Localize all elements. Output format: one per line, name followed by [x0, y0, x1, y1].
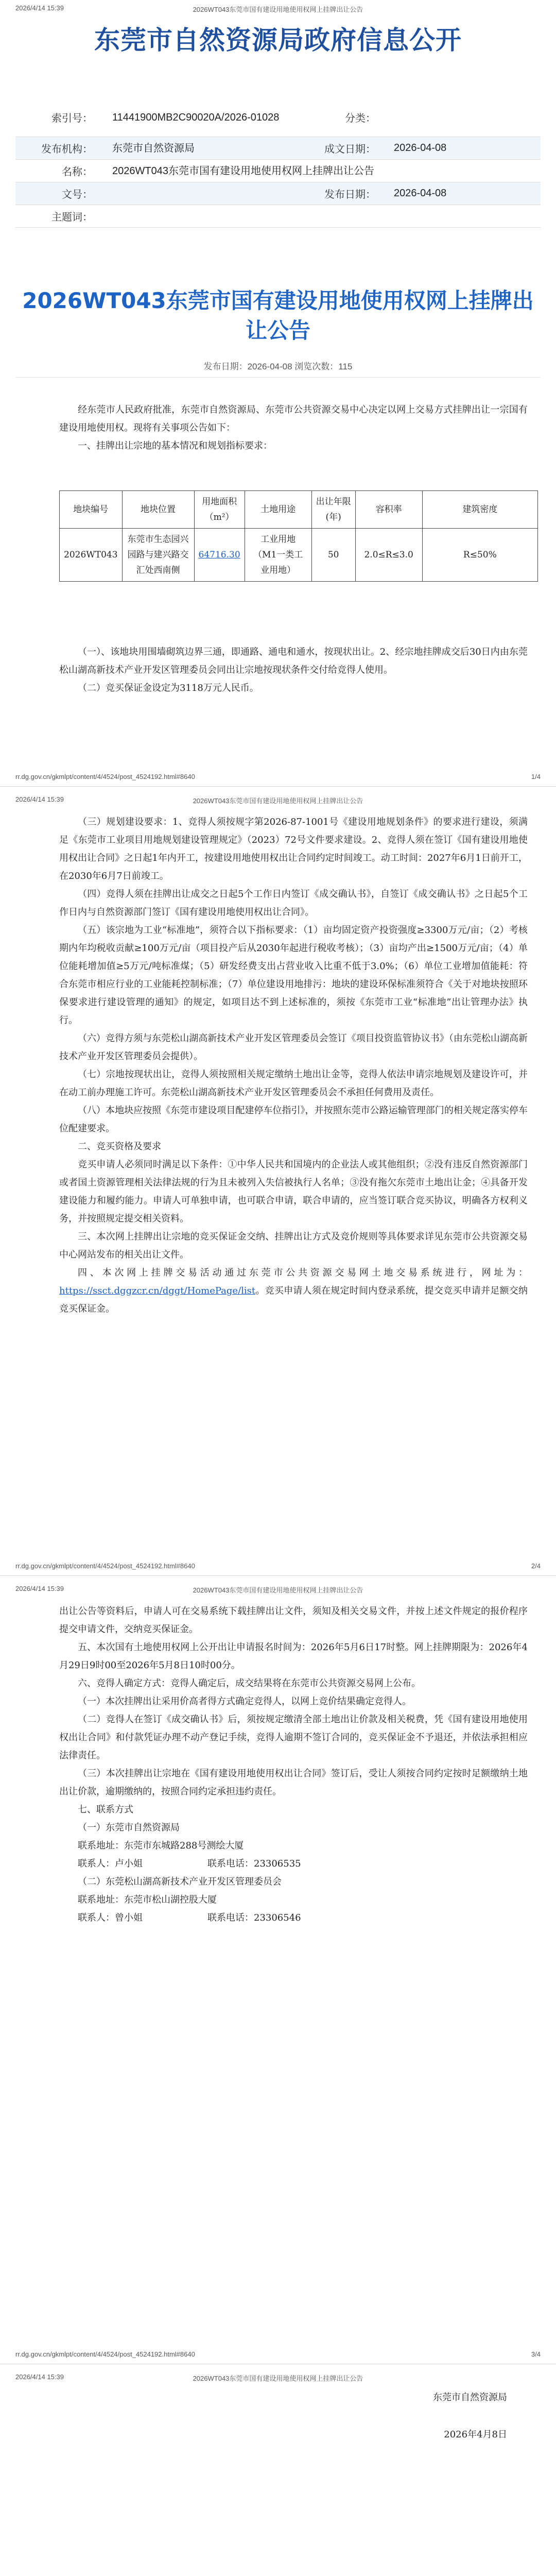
print-url: rr.dg.gov.cn/gkmlpt/content/4/4524/post_4524192.html#8640: [15, 773, 195, 781]
created-date-value: 2026-04-08: [394, 142, 447, 154]
site-title: 东莞市自然资源局政府信息公开: [94, 25, 462, 55]
paragraph: （八）本地块应按照《东莞市建设项目配建停车位指引》，并按照东莞市公路运输管理部门的相关规定落实停车位配建要求。: [59, 1105, 528, 1134]
print-footer: [0, 770, 556, 783]
paragraph: （四）竞得人须在挂牌出让成交之日起5个工作日内签订《成交确认书》，自签订《成交确认书》之日起5个工作日内与自然资源部门签订《国有建设用地使用权出让合同》。: [59, 889, 528, 918]
name-value: 2026WT043东莞市国有建设用地使用权网上挂牌出让公告: [112, 165, 374, 177]
print-url: rr.dg.gov.cn/gkmlpt/content/4/4524/post_4524192.html#8640: [15, 2350, 195, 2358]
intro-paragraph: 经东莞市人民政府批准，东莞市自然资源局、东莞市公共资源交易中心决定以网上交易方式挂牌出让一宗国有建设用地使用权。现将有关事项公告如下：: [59, 404, 528, 433]
print-header: [0, 0, 556, 13]
intro-block: [59, 401, 528, 455]
area-link[interactable]: 64716.30: [198, 550, 240, 560]
divider: [15, 377, 541, 378]
contact-org: （二）东莞松山湖高新技术产业开发区管理委员会: [78, 1876, 282, 1887]
land-table: [59, 490, 538, 582]
category-value: [394, 98, 538, 137]
pubdate-value: 2026-04-08: [394, 188, 447, 199]
section-heading: 一、挂牌出让宗地的基本情况和规划指标要求：: [78, 440, 272, 451]
category-label: 分类：: [345, 113, 376, 124]
contact-address: 联系地址：东莞市东城路288号测绘大厦: [78, 1840, 244, 1851]
paragraph: （一）本次挂牌出让采用价高者得方式确定竞得人，以网上竞价结果确定竞得人。: [78, 1696, 411, 1707]
print-footer: [0, 2347, 556, 2361]
created-date-label: 成文日期：: [324, 144, 376, 155]
print-doc-title: 2026WT043东莞市国有建设用地使用权网上挂牌出让公告: [193, 6, 363, 13]
print-url: rr.dg.gov.cn/gkmlpt/content/4/4524/post_4524192.html#8640: [15, 1562, 195, 1570]
table-header-cell: 地块编号: [60, 491, 123, 529]
paragraph: 三、本次网上挂牌出让宗地的竞买保证金交纳、挂牌出让方式及竞价规则等具体要求详见东莞市公共资源交易中心网站发布的相关出让文件。: [59, 1231, 528, 1260]
paragraph: （五）该宗地为工业“标准地”，须符合以下指标要求：（1）亩均固定资产投资强度≥3300万元/亩；（2）考核期内年均税收贡献≥100万元/亩（项目投产后从2030年起进行税收考核）；（3）亩均产出≥1500万元/亩；（4）单位能耗增加值≥5万元/吨标准煤；（5）研发经费支出占营业收入比重不低于3.0%；（6）单位工业增加值能耗：符合东莞市相应行业的工业能耗控制标准；（7）单位建设用地排污：地块的建设环保标准须符合《关于对地块按照环保要求进行建设管理的通知》的规定，如项目达不到上述标准的，须按《东莞市工业“标准地”出让管理办法》执行。: [59, 925, 528, 1026]
section-one-notes: [59, 643, 528, 697]
table-cell[interactable]: [194, 529, 245, 582]
contact-org: （一）东莞市自然资源局: [78, 1822, 180, 1833]
table-row: [60, 529, 538, 582]
meta-row-publisher: [15, 137, 541, 160]
table-cell: 2.0≤R≤3.0: [355, 529, 422, 582]
print-doc-title: 2026WT043东莞市国有建设用地使用权网上挂牌出让公告: [193, 797, 363, 805]
publisher-value: 东莞市自然资源局: [112, 142, 195, 154]
paragraph: （一）、该地块用围墙砌筑边界三通，即通路、通电和通水，按现状出让。2、经宗地挂牌成交后30日内由东莞松山湖高新技术产业开发区管理委员会同出让宗地按现状条件交付给竞得人使用。: [59, 647, 528, 675]
paragraph: 六、竞得人确定方式：竞得人确定后，成交结果将在东莞市公共资源交易网上公布。: [78, 1678, 421, 1689]
table-header-cell: 建筑密度: [422, 491, 537, 529]
article-title: 2026WT043东莞市国有建设用地使用权网上挂牌出让公告: [22, 288, 534, 343]
paragraph: （二）竞买保证金设定为3118万元人民币。: [78, 683, 259, 693]
table-cell: 工业用地（M1一类工业用地）: [245, 529, 311, 582]
table-header-row: [60, 491, 538, 529]
table-cell: 2026WT043: [60, 529, 123, 582]
paragraph-text: 四、本次网上挂牌交易活动通过东莞市公共资源交易网土地交易系统进行，网址为：: [78, 1267, 528, 1278]
table-header-cell: 用地面积（m²）: [194, 491, 245, 529]
docno-value: [112, 182, 287, 205]
table-cell: R≤50%: [422, 529, 537, 582]
paragraph: 竞买申请人必须同时满足以下条件：①中华人民共和国境内的企业法人或其他组织；②没有违反自然资源部门或者国土资源管理相关法律法规的行为且未被列入失信被执行人名单；③没有拖欠东莞市土地出让金；④具备开发建设能力和履约能力。申请人可单独申请，也可联合申请，联合申请的，应当签订联合竞买协议，明确各方权利义务，并按照规定提交相关资料。: [59, 1159, 528, 1224]
table-header-cell: 地块位置: [122, 491, 194, 529]
meta-row-index: [15, 98, 541, 137]
table-header-cell: 出让年限(年): [311, 491, 355, 529]
page-number: 3/4: [531, 2350, 541, 2358]
page-number: 1/4: [531, 773, 541, 781]
print-datetime: 2026/4/14 15:39: [15, 1585, 64, 1592]
paragraph: （七）宗地按现状出让，竞得人须按照相关规定缴纳土地出让金等，竞得人依法申请宗地规划及建设许可，并在动工前办理施工许可。东莞松山湖高新技术产业开发区管理委员会不承担任何费用及责任。: [59, 1069, 528, 1098]
print-header: [0, 791, 556, 805]
print-doc-title: 2026WT043东莞市国有建设用地使用权网上挂牌出让公告: [193, 2375, 363, 2382]
print-datetime: 2026/4/14 15:39: [15, 4, 64, 12]
page-break: [0, 1575, 556, 1576]
paragraph: 出让公告等资料后，申请人可在交易系统下载挂牌出让文件，须知及相关交易文件，并按上述文件规定的报价程序提交申请文件，交纳竞买保证金。: [59, 1606, 528, 1635]
table-cell: 东莞市生态园兴园路与建兴路交汇处西南侧: [122, 529, 194, 582]
print-header: [0, 1581, 556, 1594]
page-two-body: [59, 813, 528, 1318]
index-label: 索引号：: [51, 113, 93, 124]
index-value: 11441900MB2C90020A/2026-01028: [112, 111, 280, 123]
paragraph: 五、本次国有土地使用权网上公开出让申请报名时间为：2026年5月6日17时整。网上挂牌期限为：2026年4月29日9时00至2026年5月8日10时00分。: [59, 1642, 528, 1671]
page-break: [0, 786, 556, 787]
print-datetime: 2026/4/14 15:39: [15, 2373, 64, 2381]
contact-address: 联系地址：东莞市松山湖控股大厦: [78, 1894, 217, 1905]
paragraph: [59, 1264, 528, 1318]
contact-person: 联系人：卢小姐 联系电话：23306535: [78, 1858, 301, 1869]
section-heading: 七、联系方式: [78, 1804, 133, 1815]
signature-date: 2026年4月8日: [444, 2429, 507, 2440]
name-label: 名称：: [62, 166, 93, 178]
pubdate-label: 发布日期：: [324, 189, 376, 200]
paragraph-text: 。竞买申请人须在规定时间内登录系统，提交竞买申请并足额交纳竞买保证金。: [59, 1285, 528, 1314]
section-heading: 二、竞买资格及要求: [78, 1141, 161, 1152]
table-header-cell: 容积率: [355, 491, 422, 529]
paragraph: （三）本次挂牌出让宗地在《国有建设用地使用权出让合同》签订后，受让人须按合同约定按时足额缴纳土地出让价款，逾期缴纳的，按照合同约定承担违约责任。: [59, 1768, 528, 1797]
table-cell: 50: [311, 529, 355, 582]
meta-row-name: [15, 160, 541, 182]
meta-row-subject: [15, 205, 541, 228]
page-three-body: [59, 1602, 528, 1927]
paragraph: （六）竞得方须与东莞松山湖高新技术产业开发区管理委员会签订《项目投资监管协议书》（由东莞松山湖高新技术产业开发区管理委员会提供）。: [59, 1033, 528, 1062]
paragraph: （二）竞得人在签订《成交确认书》后，须按规定缴清全部土地出让价款及相关税费，凭《国有建设用地使用权出让合同》和付款凭证办理不动产登记手续，竞得人逾期不签订合同的，竞买保证金不予退还，并依法承担相应法律责任。: [59, 1714, 528, 1761]
subject-label: 主题词：: [51, 212, 93, 223]
document-meta-table: [15, 98, 541, 228]
print-header: [0, 2369, 556, 2382]
docno-label: 文号：: [62, 189, 93, 200]
article-info: 发布日期：2026-04-08 浏览次数：115: [203, 362, 353, 371]
page-number: 2/4: [531, 1562, 541, 1570]
print-footer: [0, 1559, 556, 1572]
print-datetime: 2026/4/14 15:39: [15, 795, 64, 803]
publisher-label: 发布机构：: [41, 144, 93, 155]
print-doc-title: 2026WT043东莞市国有建设用地使用权网上挂牌出让公告: [193, 1586, 363, 1594]
paragraph: （三）规划建设要求：1、竞得人须按规字第2026-87-1001号《建设用地规划条件》的要求进行建设，须满足《东莞市工业项目用地规划建设管理规定》（2023）72号文件要求建设。2、竞得人须在签订《国有建设用地使用权出让合同》之日起1年内开工，按建设用地使用权出让合同约定时间竣工。动工时间：2027年6月1日前开工，在2030年6月7日前竣工。: [59, 817, 528, 882]
trading-system-link[interactable]: https://ssct.dggzcr.cn/dggt/HomePage/list: [59, 1285, 256, 1296]
subject-value: [112, 205, 287, 227]
table-header-cell: 土地用途: [245, 491, 311, 529]
meta-row-docno: [15, 182, 541, 205]
contact-person: 联系人：曾小姐 联系电话：23306546: [78, 1912, 301, 1923]
signature-org: 东莞市自然资源局: [433, 2392, 507, 2403]
